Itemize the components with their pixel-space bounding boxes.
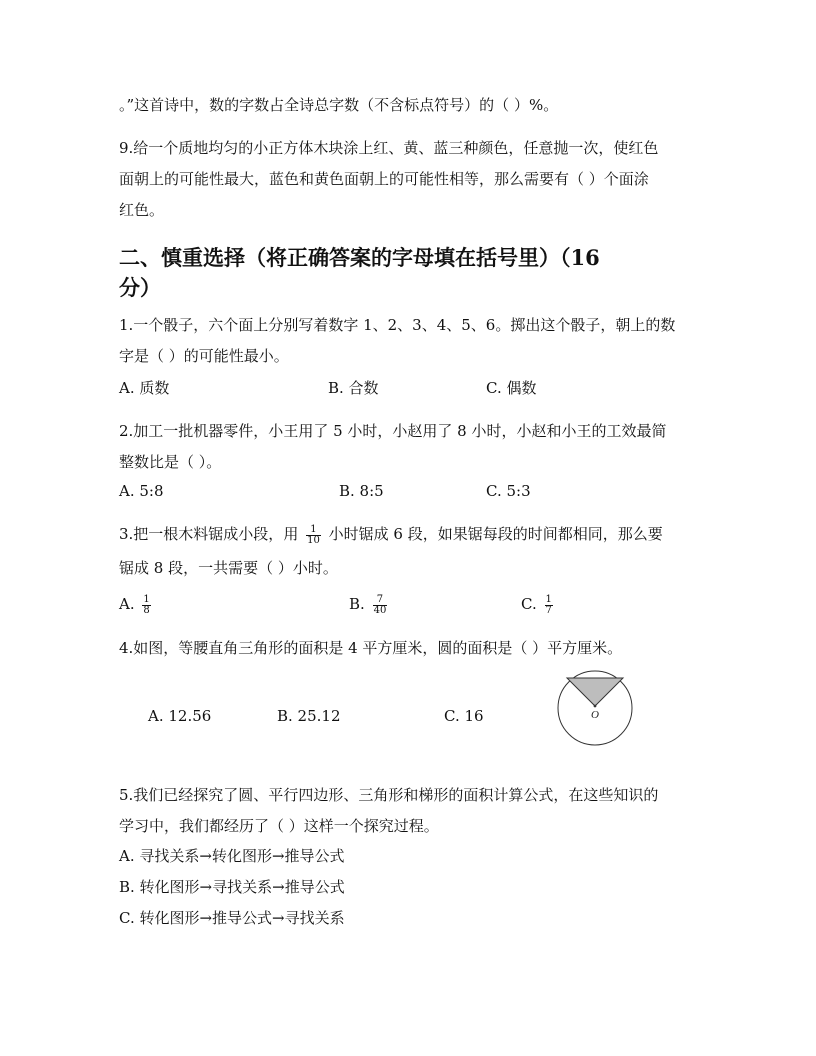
q3-option-c-den: 7 — [545, 604, 552, 616]
q1-line-1: 1.一个骰子，六个面上分别写着数字 1、2、3、4、5、6。掷出这个骰子，朝上的数 — [119, 316, 676, 334]
q3-option-c — [521, 594, 556, 616]
figure-center-point — [594, 705, 597, 708]
q2-option-a: A. 5:8 — [119, 482, 164, 500]
q3-option-a-den: 8 — [143, 604, 150, 616]
figure-center-label: O — [591, 709, 599, 721]
q2-line-1: 2.加工一批机器零件，小王用了 5 小时，小赵用了 8 小时，小赵和小王的工效最简 — [119, 422, 667, 440]
q3-option-c-label: C. — [521, 595, 537, 613]
q2-line-2: 整数比是（ ）。 — [119, 453, 222, 471]
q3-line-2: 锯成 8 段，一共需要（ ）小时。 — [119, 559, 338, 577]
q3-option-a-fraction — [142, 595, 150, 616]
q3-fraction — [306, 525, 321, 546]
q1-option-a: A. 质数 — [119, 379, 170, 397]
q9-line-2: 面朝上的可能性最大，蓝色和黄色面朝上的可能性相等，那么需要有（ ）个面涂 — [119, 170, 649, 188]
q3-option-b-den: 40 — [373, 604, 387, 616]
q3-option-a-label: A. — [119, 595, 135, 613]
q3-fraction-numerator: 1 — [306, 525, 321, 536]
q3-option-b — [349, 594, 390, 616]
q5-option-c: C. 转化图形→推导公式→寻找关系 — [119, 909, 345, 927]
q3-fraction-denominator: 10 — [307, 534, 320, 546]
q3-option-c-fraction — [545, 595, 553, 616]
q2-option-c: C. 5:3 — [486, 482, 531, 500]
q3-option-a-num: 1 — [143, 593, 150, 605]
q3-line-1-start: 3.把一根木料锯成小段，用 — [119, 525, 299, 543]
section-heading-line-2: 分） — [119, 275, 161, 300]
q9-line-1: 9.给一个质地均匀的小正方体木块涂上红、黄、蓝三种颜色，任意抛一次，使红色 — [119, 139, 659, 157]
q3-line-1-end: 小时锯成 6 段，如果锯每段的时间都相同，那么要 — [328, 525, 663, 543]
q5-line-2: 学习中，我们都经历了（ ）这样一个探究过程。 — [119, 817, 439, 835]
q3-option-b-label: B. — [349, 595, 365, 613]
q2-option-b: B. 8:5 — [339, 482, 384, 500]
q3-line-1 — [119, 524, 663, 546]
circle-triangle-figure — [553, 670, 647, 746]
q3-option-c-num: 1 — [545, 593, 552, 605]
q4-line-1: 4.如图，等腰直角三角形的面积是 4 平方厘米，圆的面积是（ ）平方厘米。 — [119, 639, 623, 657]
section-heading-line-1: 二、慎重选择（将正确答案的字母填在括号里）（16 — [119, 245, 600, 270]
poem-question-line: 。”这首诗中，数的字数占全诗总字数（不含标点符号）的（ ）%。 — [119, 96, 559, 114]
figure-triangle — [567, 678, 623, 706]
q5-option-b: B. 转化图形→寻找关系→推导公式 — [119, 878, 345, 896]
q4-option-c: C. 16 — [444, 707, 484, 725]
q1-line-2: 字是（ ）的可能性最小。 — [119, 347, 289, 365]
q1-option-b: B. 合数 — [328, 379, 379, 397]
q3-option-b-num: 7 — [373, 595, 388, 606]
q3-option-b-fraction — [373, 595, 388, 616]
q5-option-a: A. 寻找关系→转化图形→推导公式 — [119, 847, 345, 865]
q5-line-1: 5.我们已经探究了圆、平行四边形、三角形和梯形的面积计算公式，在这些知识的 — [119, 786, 659, 804]
q1-option-c: C. 偶数 — [486, 379, 537, 397]
q3-option-a — [119, 594, 154, 616]
q4-option-a: A. 12.56 — [148, 707, 212, 725]
q9-line-3: 红色。 — [119, 201, 165, 219]
q4-option-b: B. 25.12 — [277, 707, 341, 725]
